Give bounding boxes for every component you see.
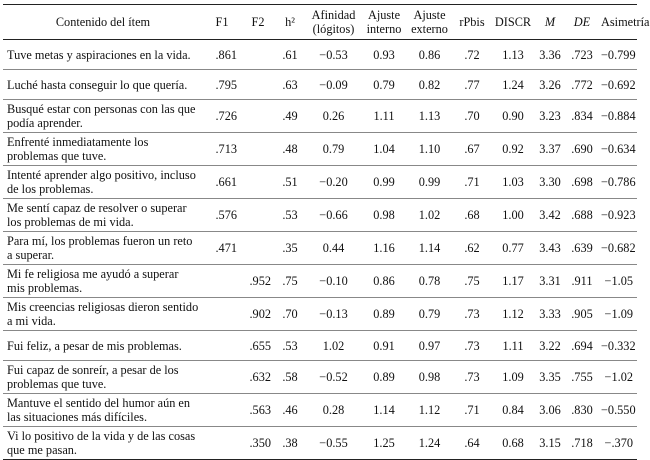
- asimetria-value: −0.682: [601, 241, 636, 255]
- f1-value: [203, 331, 241, 361]
- afinidad-value: −0.13: [319, 307, 348, 321]
- rpbis-value: .62: [464, 241, 480, 255]
- ajuste-interno-value: 0.89: [373, 307, 395, 321]
- f1-value: .861: [215, 47, 237, 62]
- f1-value: [203, 394, 241, 427]
- ajuste-externo-value: 1.10: [418, 142, 441, 156]
- de-value: .690: [571, 142, 593, 156]
- discr-value: 0.84: [502, 403, 524, 417]
- header-afinidad: Afinidad (lógitos): [311, 8, 356, 36]
- de-value: .698: [571, 175, 593, 189]
- rpbis-value: .73: [464, 370, 480, 384]
- discr-value: 0.77: [502, 241, 524, 255]
- f2-value: .350: [249, 436, 271, 450]
- header-de: DE: [573, 15, 591, 29]
- header-discr: DISCR: [494, 15, 532, 29]
- f1-value: .661: [215, 175, 237, 189]
- f1-value: [203, 361, 241, 394]
- table-container: [3, 4, 650, 460]
- header-f1: F1: [215, 15, 229, 29]
- item-text: Tuve metas y aspiraciones en la vida.: [7, 47, 191, 62]
- ajuste-externo-value: 1.24: [418, 436, 441, 450]
- m-value: 3.37: [539, 142, 561, 156]
- header-item-content: Contenido del ítem: [55, 15, 151, 29]
- asimetria-value: −0.332: [601, 338, 636, 353]
- f1-value: [203, 265, 241, 298]
- de-value: .834: [571, 109, 593, 123]
- rpbis-value: .73: [464, 338, 480, 353]
- discr-value: 1.09: [502, 370, 524, 384]
- ajuste-externo-value: 0.79: [418, 307, 441, 321]
- header-ajuste-externo: Ajuste externo: [411, 8, 448, 36]
- ajuste-interno-value: 1.25: [373, 436, 395, 450]
- discr-value: 1.13: [502, 47, 524, 62]
- ajuste-externo-value: 0.86: [418, 47, 441, 62]
- table-row: [3, 100, 637, 133]
- ajuste-externo-value: 0.98: [418, 370, 441, 384]
- ajuste-externo-value: 1.14: [418, 241, 441, 255]
- h2-value: .49: [282, 109, 298, 123]
- h2-value: .61: [282, 47, 298, 62]
- afinidad-value: −0.20: [319, 175, 348, 189]
- h2-value: .38: [282, 436, 298, 450]
- f2-value: .952: [249, 274, 271, 288]
- table-row: [3, 70, 637, 100]
- h2-value: .53: [282, 208, 298, 222]
- h2-value: .70: [282, 307, 298, 321]
- afinidad-value: −0.09: [319, 77, 348, 92]
- afinidad-value: −0.53: [319, 47, 348, 62]
- ajuste-externo-value: 1.02: [418, 208, 441, 222]
- h2-value: .63: [282, 77, 298, 92]
- asimetria-value: −1.09: [604, 307, 633, 321]
- m-value: 3.06: [539, 403, 561, 417]
- afinidad-value: 0.79: [322, 142, 345, 156]
- m-value: 3.30: [539, 175, 561, 189]
- discr-value: 1.17: [502, 274, 524, 288]
- afinidad-value: 0.28: [322, 403, 345, 417]
- asimetria-value: −1.05: [604, 274, 633, 288]
- item-text: Luché hasta conseguir lo que quería.: [7, 77, 188, 92]
- ajuste-interno-value: 1.14: [373, 403, 395, 417]
- rpbis-value: .73: [464, 307, 480, 321]
- f2-value: [241, 166, 275, 199]
- f2-value: .902: [249, 307, 271, 321]
- discr-value: 1.24: [502, 77, 524, 92]
- afinidad-value: −0.52: [319, 370, 348, 384]
- de-value: .772: [571, 77, 593, 92]
- asimetria-value: −0.692: [601, 77, 636, 92]
- ajuste-interno-value: 0.79: [373, 77, 395, 92]
- item-text: Vi lo positivo de la vida y de las cosas que me pasan.: [7, 429, 196, 457]
- de-value: .718: [571, 436, 593, 450]
- item-text: Intenté aprender algo positivo, incluso de los problemas.: [7, 168, 196, 196]
- rpbis-value: .70: [464, 109, 480, 123]
- asimetria-value: −.370: [604, 436, 633, 450]
- table-row: [3, 133, 637, 166]
- f1-value: [203, 427, 241, 460]
- f1-value: [203, 298, 241, 331]
- h2-value: .46: [282, 403, 298, 417]
- m-value: 3.42: [539, 208, 561, 222]
- table-body: [3, 40, 637, 460]
- f2-value: [241, 199, 275, 232]
- h2-value: .75: [282, 274, 298, 288]
- afinidad-value: −0.55: [319, 436, 348, 450]
- table-row: [3, 361, 637, 394]
- item-text: Para mí, los problemas fueron un reto a superar.: [7, 234, 193, 262]
- ajuste-interno-value: 0.98: [373, 208, 395, 222]
- header-asimetria: Asimetría: [601, 15, 650, 29]
- table-row: [3, 265, 637, 298]
- asimetria-value: −1.02: [604, 370, 633, 384]
- header-ajuste-interno: Ajuste interno: [366, 8, 402, 36]
- de-value: .830: [571, 403, 593, 417]
- asimetria-value: −0.786: [601, 175, 636, 189]
- de-value: .905: [571, 307, 593, 321]
- f2-value: [241, 100, 275, 133]
- ajuste-externo-value: 1.12: [418, 403, 441, 417]
- de-value: .755: [571, 370, 593, 384]
- discr-value: 0.68: [502, 436, 524, 450]
- f2-value: .655: [249, 338, 271, 353]
- afinidad-value: −0.10: [319, 274, 348, 288]
- afinidad-value: 0.44: [322, 241, 345, 255]
- m-value: 3.31: [539, 274, 561, 288]
- f2-value: [241, 40, 275, 70]
- m-value: 3.26: [539, 77, 561, 92]
- table-header-row: [3, 5, 637, 40]
- rpbis-value: .72: [464, 47, 480, 62]
- ajuste-externo-value: 1.13: [418, 109, 441, 123]
- ajuste-interno-value: 0.86: [373, 274, 395, 288]
- m-value: 3.15: [539, 436, 561, 450]
- asimetria-value: −0.923: [601, 208, 636, 222]
- f2-value: .563: [249, 403, 271, 417]
- ajuste-externo-value: 0.78: [418, 274, 441, 288]
- h2-value: .35: [282, 241, 298, 255]
- afinidad-value: 0.26: [322, 109, 345, 123]
- ajuste-interno-value: 1.04: [373, 142, 395, 156]
- table-row: [3, 331, 637, 361]
- table-row: [3, 166, 637, 199]
- m-value: 3.23: [539, 109, 561, 123]
- discr-value: 1.11: [502, 338, 524, 353]
- f2-value: [241, 133, 275, 166]
- f1-value: .795: [215, 77, 237, 92]
- discr-value: 0.92: [502, 142, 524, 156]
- f1-value: .576: [215, 208, 237, 222]
- h2-value: .58: [282, 370, 298, 384]
- h2-value: .53: [282, 338, 298, 353]
- header-m: M: [544, 15, 556, 29]
- rpbis-value: .77: [464, 77, 480, 92]
- asimetria-value: −0.799: [601, 47, 636, 62]
- discr-value: 1.12: [502, 307, 524, 321]
- rpbis-value: .75: [464, 274, 480, 288]
- m-value: 3.22: [539, 338, 561, 353]
- m-value: 3.36: [539, 47, 561, 62]
- discr-value: 1.03: [502, 175, 524, 189]
- table-row: [3, 199, 637, 232]
- item-text: Mantuve el sentido del humor aún en las situaciones más difíciles.: [7, 396, 191, 424]
- asimetria-value: −0.550: [601, 403, 636, 417]
- table-row: [3, 40, 637, 70]
- de-value: .911: [571, 274, 593, 288]
- item-text: Mi fe religiosa me ayudó a superar mis problemas.: [7, 267, 179, 295]
- ajuste-externo-value: 0.82: [418, 77, 441, 92]
- rpbis-value: .64: [464, 436, 480, 450]
- ajuste-interno-value: 0.89: [373, 370, 395, 384]
- header-rpbis: rPbis: [459, 15, 485, 29]
- table-row: [3, 394, 637, 427]
- de-value: .688: [571, 208, 593, 222]
- de-value: .694: [571, 338, 593, 353]
- f2-value: .632: [249, 370, 271, 384]
- m-value: 3.43: [539, 241, 561, 255]
- f1-value: .713: [215, 142, 237, 156]
- ajuste-interno-value: 0.91: [373, 338, 395, 353]
- items-table: [3, 4, 650, 460]
- item-text: Mis creencias religiosas dieron sentido a mi vida.: [7, 300, 199, 328]
- item-text: Fui feliz, a pesar de mis problemas.: [7, 338, 182, 353]
- afinidad-value: 1.02: [322, 338, 345, 353]
- asimetria-value: −0.634: [601, 142, 636, 156]
- item-text: Me sentí capaz de resolver o superar los problemas de mi vida.: [7, 201, 187, 229]
- table-row: [3, 232, 637, 265]
- m-value: 3.33: [539, 307, 561, 321]
- ajuste-interno-value: 0.93: [373, 47, 395, 62]
- de-value: .723: [571, 47, 593, 62]
- rpbis-value: .68: [464, 208, 480, 222]
- header-f2: F2: [251, 15, 265, 29]
- de-value: .639: [571, 241, 593, 255]
- item-text: Enfrenté inmediatamente los problemas que tuve.: [7, 135, 149, 163]
- asimetria-value: −0.884: [601, 109, 636, 123]
- rpbis-value: .71: [464, 175, 480, 189]
- item-text: Busqué estar con personas con las que podía aprender.: [7, 102, 196, 130]
- f2-value: [241, 70, 275, 100]
- f1-value: .726: [215, 109, 237, 123]
- discr-value: 0.90: [502, 109, 524, 123]
- afinidad-value: −0.66: [319, 208, 348, 222]
- rpbis-value: .71: [464, 403, 480, 417]
- table-row: [3, 427, 637, 460]
- item-text: Fui capaz de sonreír, a pesar de los problemas que tuve.: [7, 363, 179, 391]
- m-value: 3.35: [539, 370, 561, 384]
- ajuste-interno-value: 0.99: [373, 175, 395, 189]
- ajuste-interno-value: 1.11: [373, 109, 395, 123]
- rpbis-value: .67: [464, 142, 480, 156]
- ajuste-externo-value: 0.97: [418, 338, 441, 353]
- f1-value: .471: [215, 241, 237, 255]
- ajuste-interno-value: 1.16: [373, 241, 395, 255]
- h2-value: .51: [282, 175, 298, 189]
- header-h2: h²: [285, 15, 295, 29]
- discr-value: 1.00: [502, 208, 524, 222]
- table-row: [3, 298, 637, 331]
- h2-value: .48: [282, 142, 298, 156]
- f2-value: [241, 232, 275, 265]
- ajuste-externo-value: 0.99: [418, 175, 441, 189]
